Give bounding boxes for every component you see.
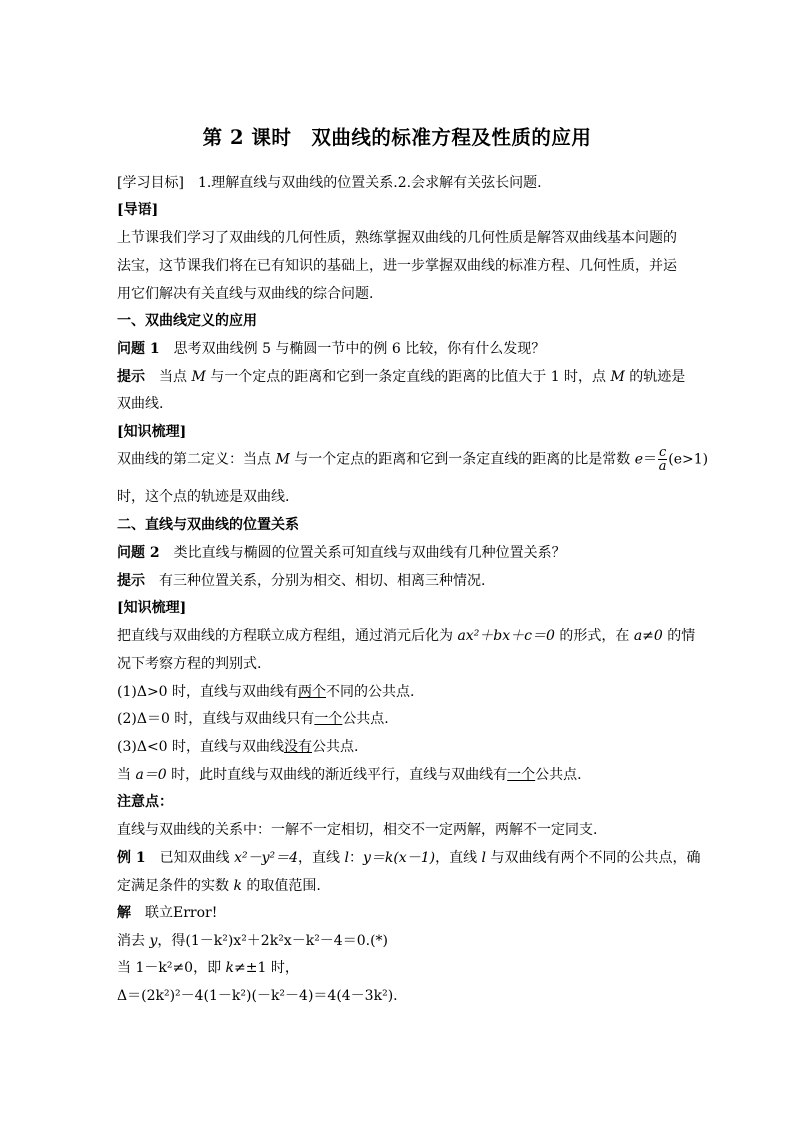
question-1-text: 思考双曲线例 5 与椭圆一节中的例 6 比较，你有什么发现？ (173, 341, 546, 357)
objectives-text: 1.理解直线与双曲线的位置关系.2.会求解有关弦长问题. (197, 175, 542, 191)
def-var-m: M (275, 451, 290, 468)
ex1-text-a: 已知双曲线 (159, 850, 235, 866)
case-1-blank: 两个 (298, 684, 327, 700)
fraction-numerator: c (659, 445, 667, 460)
sol-step-2-a: 当 1－k²≠0，即 (117, 960, 226, 976)
hint-1-line-2: 双曲线. (117, 396, 164, 412)
ex1-text-e: 与双曲线有两个不同的公共点，确 (486, 850, 701, 866)
k-text-a: 把直线与双曲线的方程联立成方程组，通过消元后化为 (117, 628, 458, 644)
sol-step-1-b: ，得(1－k²)x²＋2k²x－k²－4＝0.(*) (157, 933, 388, 949)
question-2-text: 类比直线与椭圆的位置关系可知直线与双曲线有几种位置关系？ (173, 545, 566, 561)
ex1-line2-text-a: 定满足条件的实数 (117, 878, 234, 894)
learning-objectives (117, 172, 542, 192)
example-1-label: 例 1 (117, 850, 146, 866)
case-3-text-b: 公共点. (312, 739, 359, 755)
intro-label: [导语] (117, 202, 159, 218)
ex1-text-d: ，直线 (435, 850, 482, 866)
case-3-blank: 没有 (284, 739, 313, 755)
def-text-a: 双曲线的第二定义：当点 (117, 451, 276, 468)
example-1-line-1 (117, 847, 700, 867)
case-4 (117, 764, 582, 784)
question-1-label: 问题 1 (117, 341, 160, 357)
hint-1-text-a: 当点 (159, 369, 192, 385)
objectives-label: [学习目标] (117, 175, 184, 191)
second-definition (117, 446, 708, 473)
fraction-denominator: a (658, 459, 667, 474)
hint-1-text-e: 的轨迹是 (624, 369, 686, 385)
solution-text: 联立Error! (145, 905, 218, 921)
solution-line-2 (117, 930, 388, 950)
case-1-text-b: 不同的公共点. (326, 684, 415, 700)
def-equals: ＝ (643, 451, 657, 468)
ex1-colon: ： (348, 850, 363, 866)
def-text-c: 与一个定点的距离和它到一条定直线的距离的比是常数 (289, 451, 635, 468)
solution-label: 解 (117, 905, 131, 921)
case-4-text-a: 当 (117, 767, 136, 783)
knowledge-2-line-2: 况下考察方程的判别式. (117, 656, 262, 672)
case-4-equation: a＝0 (135, 767, 167, 783)
knowledge-label-2: [知识梳理] (117, 600, 187, 616)
ex1-var-k: k (233, 878, 242, 894)
hint-1-var-m: M (191, 369, 206, 385)
hint-2 (117, 570, 485, 590)
case-1 (117, 681, 414, 701)
hint-1-text-c: 与一个定点的距离和它到一条定直线的距离的比值大于 1 时，点 (205, 369, 611, 385)
question-1 (117, 338, 545, 358)
second-definition-line-2: 时，这个点的轨迹是双曲线. (117, 489, 290, 505)
note-label: 注意点： (117, 794, 173, 810)
example-1-line-2 (117, 875, 321, 895)
sol-step-1-a: 消去 (117, 933, 150, 949)
case-3-text-a: (3)Δ<0 时，直线与双曲线 (117, 739, 285, 755)
k-equation: ax²＋bx＋c＝0 (457, 628, 555, 644)
ex1-text-b: ，直线 (298, 850, 345, 866)
hint-2-label: 提示 (117, 573, 145, 589)
question-2 (117, 542, 566, 562)
case-4-text-b: 时，此时直线与双曲线的渐近线平行，直线与双曲线有 (166, 767, 508, 783)
sol-var-k: k (225, 960, 235, 976)
section-1-heading: 一、双曲线定义的应用 (117, 313, 257, 329)
sol-step-2-b: ≠±1 时， (234, 960, 299, 976)
ex1-line2-text-b: 的取值范围. (241, 878, 321, 894)
solution-line-4: Δ＝(2k²)²－4(1－k²)(－k²－4)＝4(4－3k²). (117, 988, 398, 1004)
intro-line-2: 法宝，这节课我们将在已有知识的基础上，进一步掌握双曲线的标准方程、几何性质，并运 (117, 258, 677, 274)
ex1-var-l-2: l (481, 850, 487, 866)
case-2-blank: 一个 (314, 711, 343, 727)
def-var-e: e (634, 451, 643, 468)
sol-var-y: y (149, 933, 158, 949)
knowledge-2-line-1 (117, 625, 695, 645)
case-4-text-c: 公共点. (535, 767, 582, 783)
case-2-text-a: (2)Δ＝0 时，直线与双曲线只有 (117, 711, 315, 727)
intro-line-1: 上节课我们学习了双曲线的几何性质，熟练掌握双曲线的几何性质是解答双曲线基本问题的 (117, 230, 677, 246)
fraction-c-over-a (658, 446, 667, 473)
case-3 (117, 736, 358, 756)
ex1-hyperbola-eq: x²－y²＝4 (234, 850, 299, 866)
section-2-heading: 二、直线与双曲线的位置关系 (117, 517, 299, 533)
case-1-text-a: (1)Δ>0 时，直线与双曲线有 (117, 684, 299, 700)
intro-line-3: 用它们解决有关直线与双曲线的综合问题. (117, 286, 374, 302)
k-text-b: 的形式，在 (554, 628, 634, 644)
knowledge-label-1: [知识梳理] (117, 424, 187, 440)
case-2 (117, 708, 389, 728)
def-condition: (e>1) (668, 451, 709, 468)
solution-line-3 (117, 957, 299, 977)
solution-line-1 (117, 902, 217, 922)
k-condition: a≠0 (633, 628, 663, 644)
case-4-blank: 一个 (507, 767, 536, 783)
page-title: 第 2 课时 双曲线的标准方程及性质的应用 (202, 126, 592, 149)
k-text-c: 的情 (662, 628, 696, 644)
hint-1-line-1 (117, 366, 685, 386)
hint-1-var-m-2: M (610, 369, 625, 385)
ex1-var-l: l (344, 850, 349, 866)
hint-1-label: 提示 (117, 369, 145, 385)
note-text: 直线与双曲线的关系中：一解不一定相切，相交不一定两解，两解不一定同支. (117, 822, 598, 838)
hint-2-text: 有三种位置关系，分别为相交、相切、相离三种情况. (159, 573, 486, 589)
question-2-label: 问题 2 (117, 545, 160, 561)
case-2-text-b: 公共点. (342, 711, 389, 727)
ex1-line-eq: y＝k(x－1) (362, 850, 436, 866)
